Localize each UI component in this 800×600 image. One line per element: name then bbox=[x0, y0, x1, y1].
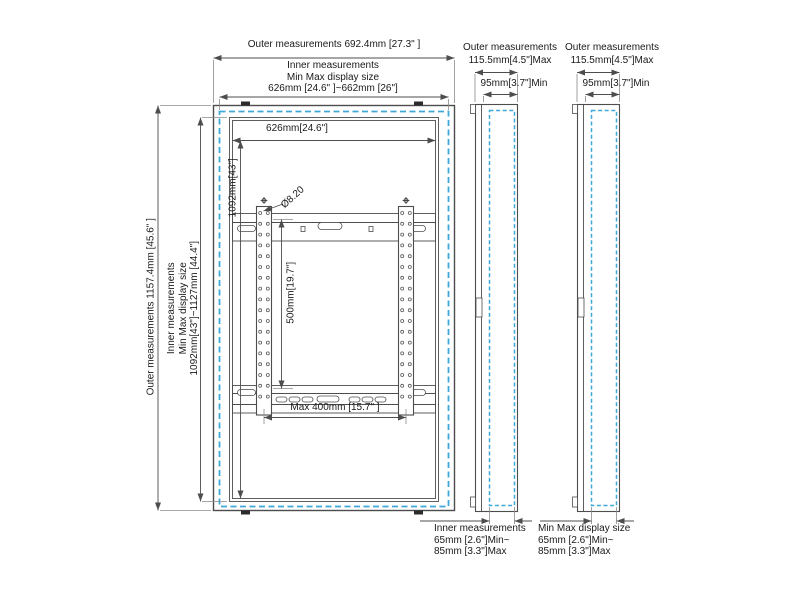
hole-diameter-label: Ø8.20 bbox=[279, 184, 307, 211]
side2-depth-min: 95mm[3.7"]Min bbox=[582, 78, 650, 89]
right-vesa-bracket bbox=[399, 207, 414, 416]
front-top-inner-label: Inner measurements Min Max display size 626mm [24.6" ]~662mm [26"] bbox=[268, 60, 398, 94]
opening-width-label: 626mm[24.6"] bbox=[266, 123, 328, 134]
side1-depth-min: 95mm[3.7"]Min bbox=[480, 78, 548, 89]
side2-outer-label: Outer measurements bbox=[565, 42, 659, 53]
side-view-2 bbox=[540, 73, 634, 525]
enclosure-outer-outline bbox=[214, 106, 455, 511]
vesa-width-label: Max 400mm [15.7" ] bbox=[290, 402, 380, 413]
vesa-height-label: 500mm[19.7"] bbox=[285, 261, 297, 324]
side2-outer-value: 115.5mm[4.5"]Max bbox=[570, 55, 654, 66]
front-top-outer-label: Outer measurements 692.4mm [27.3" ] bbox=[247, 39, 421, 50]
side1-outer-value: 115.5mm[4.5"]Max bbox=[468, 55, 552, 66]
opening-height-label: 1092mm[43"] bbox=[227, 158, 239, 218]
side1-bottom-label: Inner measurements 65mm [2.6"]Min~ 85mm [3.3"]Max bbox=[434, 523, 526, 557]
front-view bbox=[214, 102, 455, 515]
front-left-inner-label: Inner measurements Min Max display size 1092mm[43"]~1127mm [44.4"] bbox=[165, 241, 200, 376]
left-vesa-bracket bbox=[257, 207, 272, 416]
side1-outer-label: Outer measurements bbox=[463, 42, 557, 53]
front-left-outer-label: Outer measurements 1157.4mm [45.6" ] bbox=[145, 218, 157, 396]
side2-bottom-label: Min Max display size 65mm [2.6"]Min~ 85mm [3.3"]Max bbox=[538, 523, 631, 557]
